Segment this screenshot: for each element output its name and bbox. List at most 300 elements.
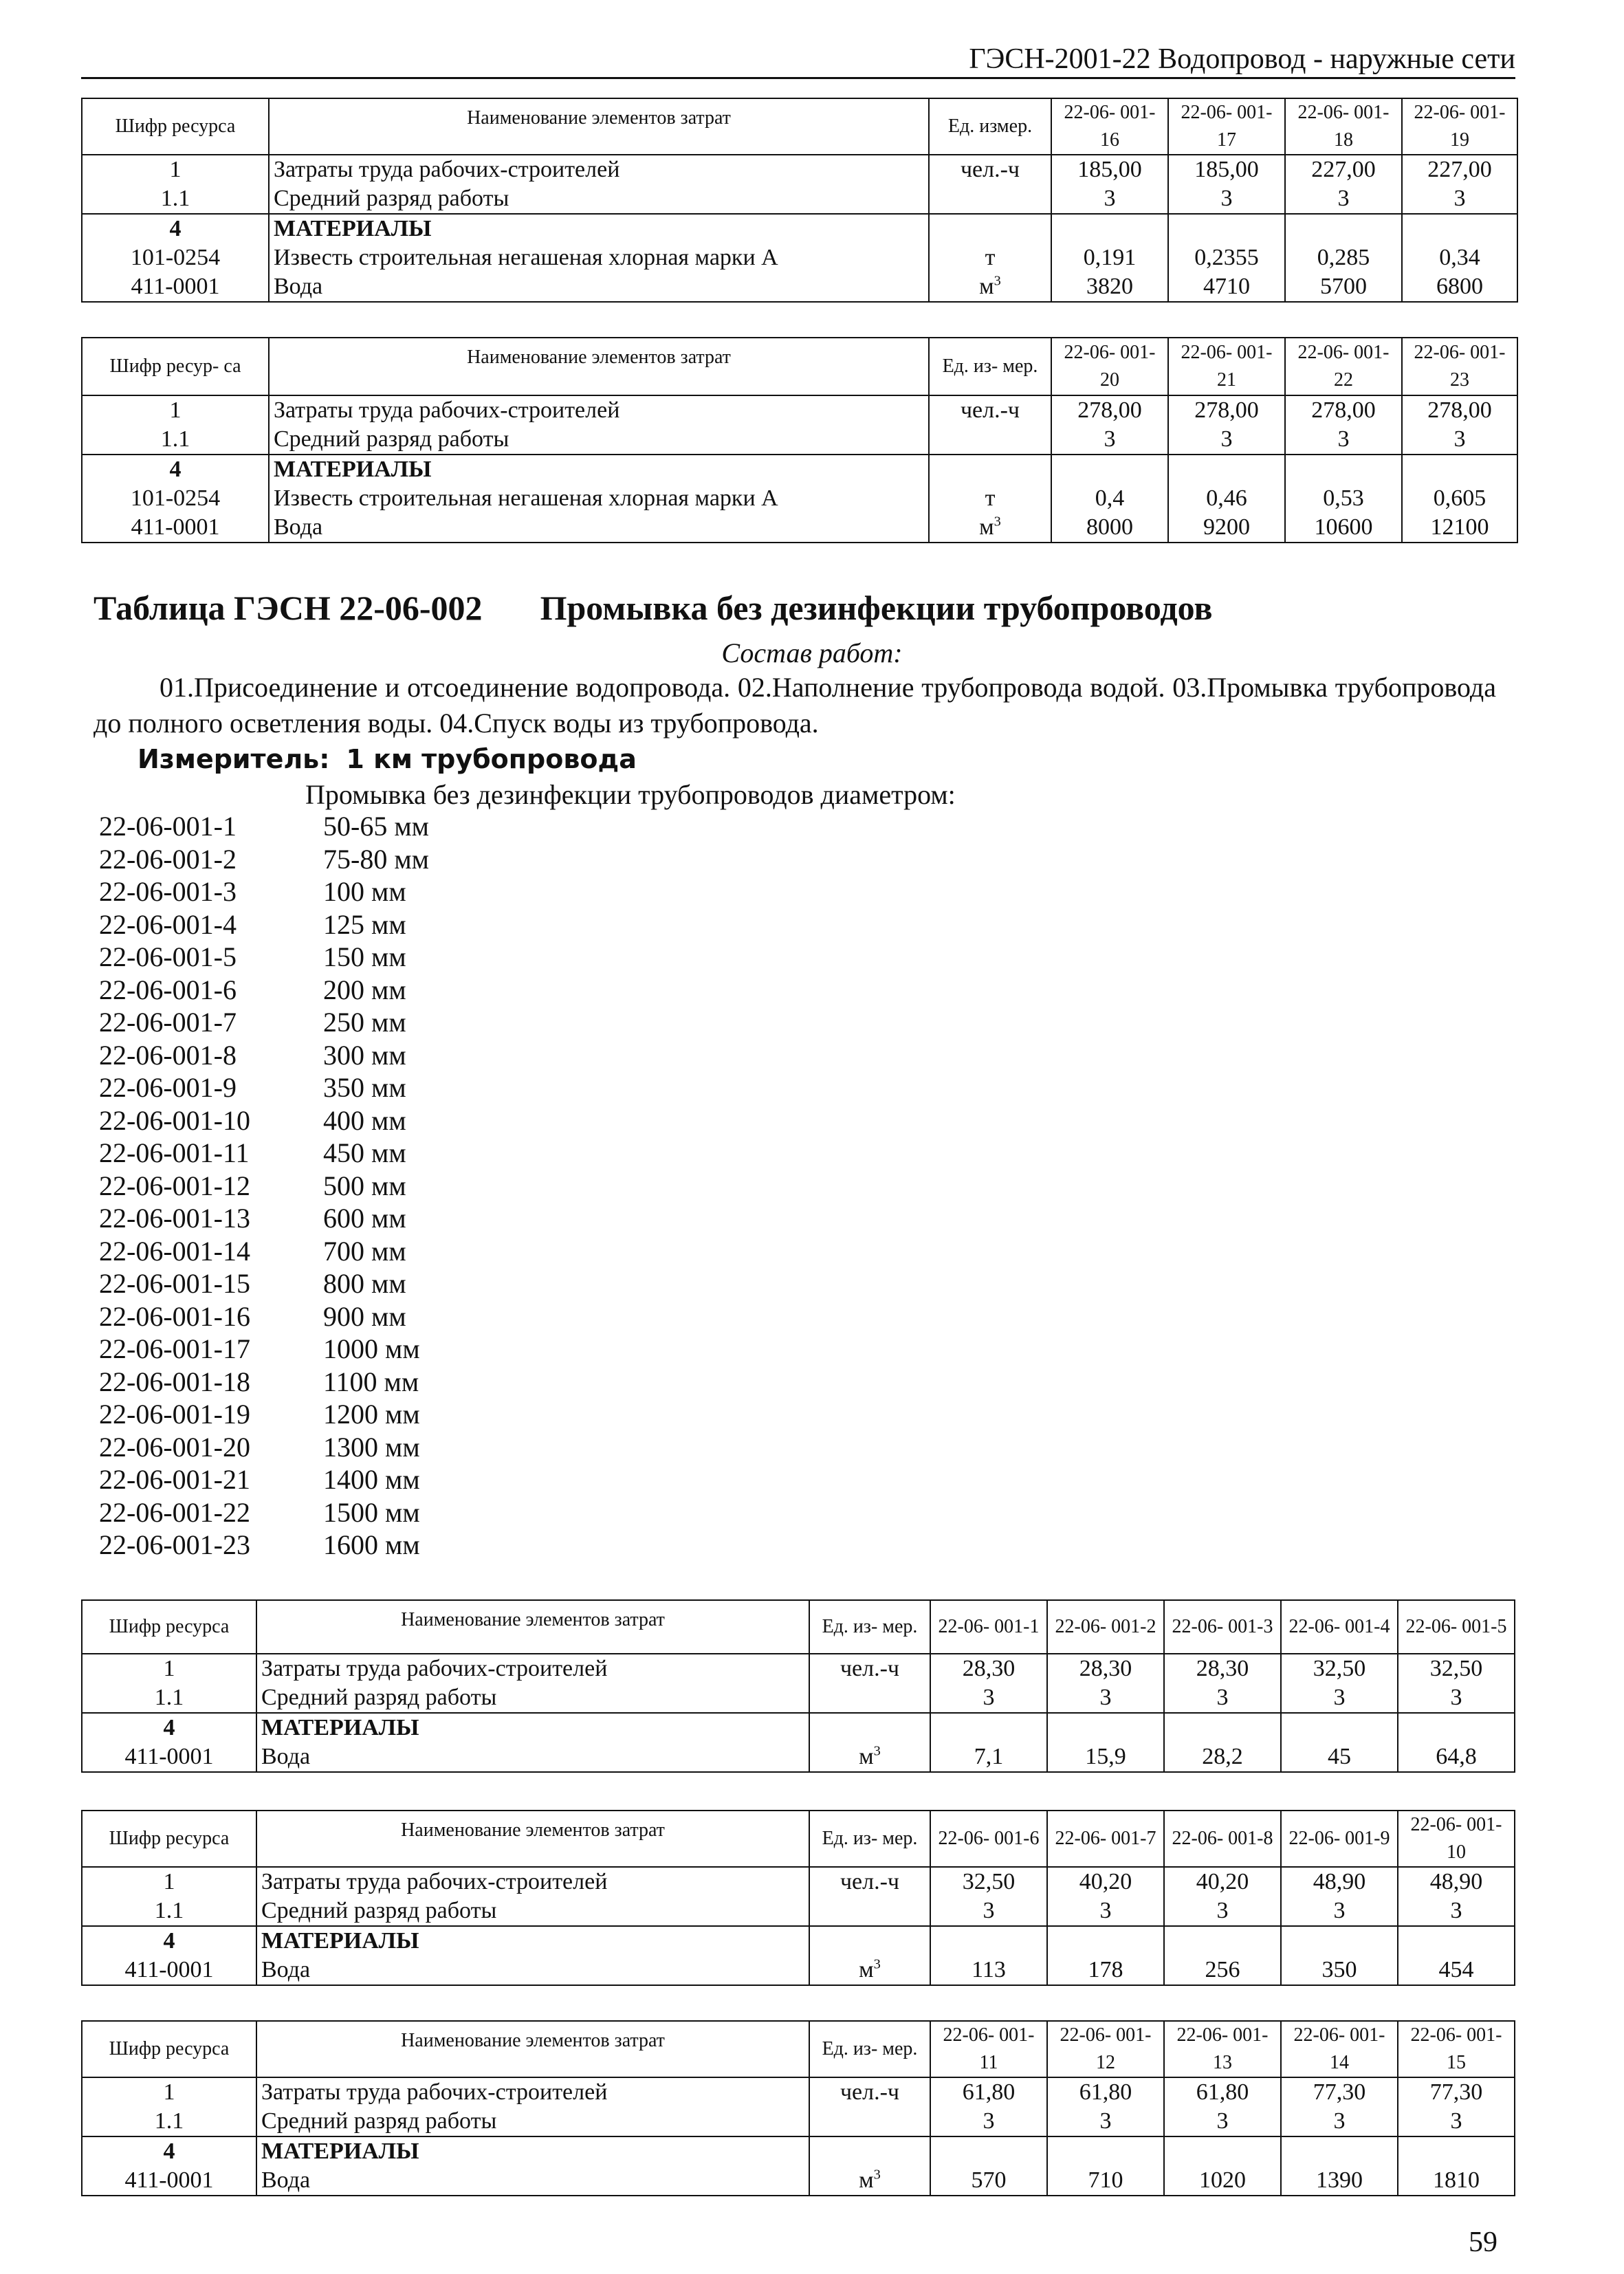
unit-exponent: 3 [994, 514, 1001, 529]
table-header-row [82, 338, 1517, 395]
header-rate-code: 22-06- 001-22 [1285, 338, 1402, 395]
row-value: 61,80 [1047, 2077, 1164, 2107]
row-value: 8000 [1051, 513, 1168, 543]
row-code: 1 [82, 395, 269, 425]
header-unit: Ед. из- мер. [809, 2021, 930, 2077]
row-value: 0,34 [1402, 243, 1517, 272]
unit-exponent: 3 [873, 1743, 881, 1759]
row-code: 4 [82, 2136, 256, 2166]
table-row [82, 2136, 1515, 2166]
row-value [1285, 455, 1402, 484]
unit-exponent: 3 [994, 273, 1001, 289]
list-item-code: 22-06-001-6 [99, 974, 237, 1005]
resource-table [81, 1599, 1515, 1773]
row-value: 178 [1047, 1956, 1164, 1985]
works-heading: Состав работ: [721, 637, 903, 668]
list-item-value: 1200 мм [323, 1399, 420, 1430]
table-row [82, 2166, 1515, 2196]
list-item-code: 22-06-001-13 [99, 1203, 250, 1234]
list-item [99, 1039, 429, 1072]
diameter-list [99, 810, 429, 1562]
row-name: Вода [256, 2166, 809, 2196]
header-rate-code: 22-06- 001-8 [1164, 1811, 1281, 1867]
row-unit [809, 1713, 930, 1742]
row-value: 77,30 [1398, 2077, 1515, 2107]
row-name: Затраты труда рабочих-строителей [256, 1654, 809, 1683]
list-item [99, 1300, 429, 1333]
header-rate-code: 22-06- 001-11 [930, 2021, 1047, 2077]
row-code: 1 [82, 1654, 256, 1683]
table-row [82, 1713, 1515, 1742]
row-value [1281, 2136, 1398, 2166]
unit-text: м [979, 514, 994, 540]
list-item-value: 300 мм [323, 1039, 406, 1071]
table-header-row [82, 2021, 1515, 2077]
row-value: 3 [1398, 2107, 1515, 2136]
header-name: Наименование элементов затрат [256, 1600, 809, 1654]
row-value [1402, 214, 1517, 243]
list-item-code: 22-06-001-5 [99, 941, 237, 972]
row-code: 411-0001 [82, 1956, 256, 1985]
header-code: Шифр ресурса [82, 98, 269, 155]
list-item [99, 1529, 429, 1562]
row-value: 61,80 [930, 2077, 1047, 2107]
table-row [82, 214, 1517, 243]
row-value [1047, 2136, 1164, 2166]
row-unit [929, 484, 1051, 513]
row-value: 28,30 [930, 1654, 1047, 1683]
row-value: 278,00 [1402, 395, 1517, 425]
list-item-value: 1000 мм [323, 1333, 420, 1364]
row-value [1047, 1926, 1164, 1956]
row-value: 227,00 [1285, 155, 1402, 184]
list-item-code: 22-06-001-1 [99, 811, 237, 842]
row-code: 1 [82, 1867, 256, 1896]
row-unit: чел.-ч [809, 1654, 930, 1683]
row-value: 185,00 [1168, 155, 1285, 184]
header-rate-code: 22-06- 001-23 [1402, 338, 1517, 395]
list-item [99, 1398, 429, 1431]
list-item [99, 875, 429, 908]
row-value: 185,00 [1051, 155, 1168, 184]
row-name: МАТЕРИАЛЫ [269, 455, 929, 484]
list-item-code: 22-06-001-10 [99, 1104, 250, 1136]
header-rate-code: 22-06- 001-18 [1285, 98, 1402, 155]
list-item-value: 450 мм [323, 1137, 406, 1168]
row-unit [929, 184, 1051, 214]
list-item-code: 22-06-001-11 [99, 1137, 250, 1168]
row-name: Средний разряд работы [256, 1896, 809, 1926]
row-value: 40,20 [1164, 1867, 1281, 1896]
row-name: Вода [269, 272, 929, 302]
table-row [82, 513, 1517, 543]
row-unit [929, 214, 1051, 243]
header-rate-code: 22-06- 001-20 [1051, 338, 1168, 395]
list-item [99, 1006, 429, 1039]
meter [138, 741, 637, 777]
row-value: 3 [1051, 184, 1168, 214]
header-rate-code: 22-06- 001-6 [930, 1811, 1047, 1867]
row-value: 5700 [1285, 272, 1402, 302]
row-value: 3 [1168, 425, 1285, 455]
row-unit [929, 272, 1051, 302]
unit-exponent: 3 [873, 2167, 881, 2183]
row-name: Вода [256, 1956, 809, 1985]
row-value: 40,20 [1047, 1867, 1164, 1896]
row-value: 61,80 [1164, 2077, 1281, 2107]
row-unit: чел.-ч [929, 395, 1051, 425]
resource-table [81, 98, 1518, 303]
list-intro: Промывка без дезинфекции трубопроводов диаметром: [305, 779, 956, 810]
row-code: 1.1 [82, 1896, 256, 1926]
table-row [82, 243, 1517, 272]
table-row [82, 272, 1517, 302]
header-unit: Ед. из- мер. [809, 1811, 930, 1867]
row-value: 15,9 [1047, 1742, 1164, 1772]
row-code: 411-0001 [82, 513, 269, 543]
section-title [94, 586, 1212, 630]
list-item-code: 22-06-001-12 [99, 1170, 250, 1201]
unit-text: м [859, 1744, 874, 1769]
row-value: 0,46 [1168, 484, 1285, 513]
row-value: 3 [930, 2107, 1047, 2136]
header-rate-code: 22-06- 001-10 [1398, 1811, 1515, 1867]
row-value: 0,191 [1051, 243, 1168, 272]
header-unit: Ед. из- мер. [809, 1600, 930, 1654]
row-unit [809, 2136, 930, 2166]
row-code: 1.1 [82, 425, 269, 455]
header-rate-code: 22-06- 001-21 [1168, 338, 1285, 395]
row-value: 28,30 [1164, 1654, 1281, 1683]
row-unit [809, 1742, 930, 1772]
table-row [82, 155, 1517, 184]
table-row [82, 1654, 1515, 1683]
row-value: 6800 [1402, 272, 1517, 302]
row-unit [929, 243, 1051, 272]
row-code: 1 [82, 155, 269, 184]
table-row [82, 484, 1517, 513]
header-rate-code: 22-06- 001-1 [930, 1600, 1047, 1654]
row-value: 3 [1402, 425, 1517, 455]
header-rate-code: 22-06- 001-13 [1164, 2021, 1281, 2077]
list-item-code: 22-06-001-19 [99, 1399, 250, 1430]
table-row [82, 395, 1517, 425]
header-name: Наименование элементов затрат [269, 338, 929, 395]
header-rate-code: 22-06- 001-17 [1168, 98, 1285, 155]
row-name: Средний разряд работы [269, 184, 929, 214]
row-value: 3 [1285, 184, 1402, 214]
row-value: 710 [1047, 2166, 1164, 2196]
row-value: 3820 [1051, 272, 1168, 302]
row-name: МАТЕРИАЛЫ [256, 2136, 809, 2166]
unit-text: м [979, 274, 994, 299]
row-name: Вода [269, 513, 929, 543]
row-value [1168, 455, 1285, 484]
row-value: 32,50 [1281, 1654, 1398, 1683]
list-item-value: 700 мм [323, 1235, 406, 1267]
row-value: 3 [1047, 1896, 1164, 1926]
list-item [99, 1431, 429, 1464]
table-row [82, 1742, 1515, 1772]
list-item-value: 200 мм [323, 974, 406, 1005]
list-item-value: 1600 мм [323, 1529, 420, 1560]
list-item-code: 22-06-001-9 [99, 1072, 237, 1103]
list-item-code: 22-06-001-21 [99, 1464, 250, 1495]
table-row [82, 425, 1517, 455]
running-header: ГЭСН-2001-22 Водопровод - наружные сети [969, 43, 1515, 75]
table-header-row [82, 98, 1517, 155]
list-item [99, 974, 429, 1007]
row-value: 28,30 [1047, 1654, 1164, 1683]
unit-text: м [859, 1957, 874, 1982]
row-unit [929, 425, 1051, 455]
row-value [1398, 1713, 1515, 1742]
section-name: Промывка без дезинфекции трубопроводов [540, 589, 1213, 627]
row-value: 3 [1168, 184, 1285, 214]
row-name: Известь строительная негашеная хлорная марки А [269, 243, 929, 272]
list-item-value: 250 мм [323, 1007, 406, 1038]
row-value [1398, 1926, 1515, 1956]
header-unit: Ед. измер. [929, 98, 1051, 155]
row-unit: чел.-ч [929, 155, 1051, 184]
list-item-code: 22-06-001-20 [99, 1431, 250, 1463]
row-value: 278,00 [1168, 395, 1285, 425]
row-value [1398, 2136, 1515, 2166]
row-value: 9200 [1168, 513, 1285, 543]
table-row [82, 455, 1517, 484]
table-row [82, 1867, 1515, 1896]
header-rate-code: 22-06- 001-19 [1402, 98, 1517, 155]
list-item-value: 1300 мм [323, 1431, 420, 1463]
list-item [99, 1235, 429, 1268]
row-name: Затраты труда рабочих-строителей [256, 2077, 809, 2107]
table-row [82, 1896, 1515, 1926]
row-value: 3 [1398, 1896, 1515, 1926]
list-item-code: 22-06-001-16 [99, 1300, 250, 1332]
row-code: 4 [82, 455, 269, 484]
list-item-value: 100 мм [323, 876, 406, 907]
header-rate-code: 22-06- 001-3 [1164, 1600, 1281, 1654]
row-value [930, 1926, 1047, 1956]
table-row [82, 2077, 1515, 2107]
row-code: 4 [82, 1926, 256, 1956]
row-name: Затраты труда рабочих-строителей [256, 1867, 809, 1896]
header-rate-code: 22-06- 001-14 [1281, 2021, 1398, 2077]
unit-text: т [985, 485, 996, 511]
list-item-value: 800 мм [323, 1268, 406, 1299]
list-item [99, 1071, 429, 1104]
row-value: 32,50 [930, 1867, 1047, 1896]
row-value: 1020 [1164, 2166, 1281, 2196]
row-unit: чел.-ч [809, 1867, 930, 1896]
row-name: Затраты труда рабочих-строителей [269, 395, 929, 425]
row-code: 1.1 [82, 1683, 256, 1713]
section-label: Таблица ГЭСН 22-06-002 [94, 589, 483, 627]
row-value [1402, 455, 1517, 484]
list-item [99, 1267, 429, 1300]
row-value: 1390 [1281, 2166, 1398, 2196]
row-name: МАТЕРИАЛЫ [256, 1926, 809, 1956]
row-value: 3 [1051, 425, 1168, 455]
works-text: 01.Присоединение и отсоединение водопровода. 02.Наполнение трубопровода водой. 03.Промывка трубопровода до полного осветления воды. 04.Спуск воды из трубопровода. [94, 672, 1496, 739]
list-item-code: 22-06-001-2 [99, 843, 237, 875]
row-value: 48,90 [1281, 1867, 1398, 1896]
row-value: 3 [1164, 1683, 1281, 1713]
row-value: 7,1 [930, 1742, 1047, 1772]
row-name: Вода [256, 1742, 809, 1772]
row-name: Средний разряд работы [269, 425, 929, 455]
header-rate-code: 22-06- 001-15 [1398, 2021, 1515, 2077]
row-value: 32,50 [1398, 1654, 1515, 1683]
list-item-value: 350 мм [323, 1072, 406, 1103]
list-item [99, 1137, 429, 1170]
unit-text: т [985, 245, 996, 270]
row-value [930, 1713, 1047, 1742]
list-item [99, 1170, 429, 1203]
row-value: 278,00 [1051, 395, 1168, 425]
header-rate-code: 22-06- 001-2 [1047, 1600, 1164, 1654]
row-value: 0,4 [1051, 484, 1168, 513]
list-item-value: 50-65 мм [323, 811, 429, 842]
resource-table [81, 1810, 1515, 1986]
meter-label: Измеритель: [138, 744, 330, 774]
row-name: Средний разряд работы [256, 2107, 809, 2136]
row-code: 4 [82, 1713, 256, 1742]
row-value: 0,285 [1285, 243, 1402, 272]
row-code: 4 [82, 214, 269, 243]
header-code: Шифр ресур- са [82, 338, 269, 395]
page-number: 59 [1469, 2227, 1497, 2258]
table-row [82, 184, 1517, 214]
row-value: 3 [1047, 1683, 1164, 1713]
row-value: 256 [1164, 1956, 1281, 1985]
row-value: 3 [1281, 1896, 1398, 1926]
row-value: 0,53 [1285, 484, 1402, 513]
row-value: 3 [930, 1683, 1047, 1713]
list-item-value: 125 мм [323, 908, 406, 940]
list-item-value: 900 мм [323, 1300, 406, 1332]
row-code: 411-0001 [82, 272, 269, 302]
row-value: 48,90 [1398, 1867, 1515, 1896]
list-item-code: 22-06-001-22 [99, 1496, 250, 1528]
row-code: 1.1 [82, 184, 269, 214]
row-unit: чел.-ч [809, 2077, 930, 2107]
header-rate-code: 22-06- 001-5 [1398, 1600, 1515, 1654]
row-name: МАТЕРИАЛЫ [269, 214, 929, 243]
row-value [1051, 214, 1168, 243]
row-code: 101-0254 [82, 484, 269, 513]
list-item [99, 1496, 429, 1529]
list-item-value: 600 мм [323, 1203, 406, 1234]
row-value [1164, 1926, 1281, 1956]
row-value: 1810 [1398, 2166, 1515, 2196]
row-name: Известь строительная негашеная хлорная марки А [269, 484, 929, 513]
list-item [99, 908, 429, 941]
row-value: 454 [1398, 1956, 1515, 1985]
row-value [1047, 1713, 1164, 1742]
row-name: Средний разряд работы [256, 1683, 809, 1713]
list-item-value: 150 мм [323, 941, 406, 972]
row-value [1281, 1713, 1398, 1742]
row-value: 0,605 [1402, 484, 1517, 513]
resource-table [81, 337, 1518, 543]
header-unit: Ед. из- мер. [929, 338, 1051, 395]
header-name: Наименование элементов затрат [269, 98, 929, 155]
header-rate-code: 22-06- 001-9 [1281, 1811, 1398, 1867]
row-value: 12100 [1402, 513, 1517, 543]
row-value: 45 [1281, 1742, 1398, 1772]
header-rate-code: 22-06- 001-7 [1047, 1811, 1164, 1867]
row-unit [809, 2166, 930, 2196]
list-item [99, 1202, 429, 1235]
table-row [82, 2107, 1515, 2136]
list-item-value: 500 мм [323, 1170, 406, 1201]
row-value: 3 [1402, 184, 1517, 214]
row-code: 101-0254 [82, 243, 269, 272]
row-unit [809, 2107, 930, 2136]
row-value: 350 [1281, 1956, 1398, 1985]
row-value: 4710 [1168, 272, 1285, 302]
list-item [99, 1104, 429, 1137]
list-item [99, 1333, 429, 1366]
header-rate-code: 22-06- 001-12 [1047, 2021, 1164, 2077]
list-item-value: 1400 мм [323, 1464, 420, 1495]
list-item-code: 22-06-001-15 [99, 1268, 250, 1299]
row-unit [809, 1956, 930, 1985]
header-code: Шифр ресурса [82, 1811, 256, 1867]
table-header-row [82, 1600, 1515, 1654]
row-value [1164, 1713, 1281, 1742]
row-value: 3 [1281, 2107, 1398, 2136]
row-value: 77,30 [1281, 2077, 1398, 2107]
row-value [1168, 214, 1285, 243]
row-value [930, 2136, 1047, 2166]
table-row [82, 1926, 1515, 1956]
list-item-value: 75-80 мм [323, 843, 429, 875]
row-value: 3 [1164, 2107, 1281, 2136]
unit-text: м [859, 2167, 874, 2193]
row-value: 278,00 [1285, 395, 1402, 425]
meter-value: 1 км трубопровода [346, 744, 637, 774]
header-code: Шифр ресурса [82, 1600, 256, 1654]
header-name: Наименование элементов затрат [256, 2021, 809, 2077]
list-item-value: 400 мм [323, 1104, 406, 1136]
row-value [1281, 1926, 1398, 1956]
row-value: 64,8 [1398, 1742, 1515, 1772]
row-value: 3 [1281, 1683, 1398, 1713]
row-unit [809, 1683, 930, 1713]
list-item-code: 22-06-001-23 [99, 1529, 250, 1560]
row-value: 113 [930, 1956, 1047, 1985]
row-value: 3 [1285, 425, 1402, 455]
row-value: 0,2355 [1168, 243, 1285, 272]
list-item-code: 22-06-001-3 [99, 876, 237, 907]
row-value: 3 [1398, 1683, 1515, 1713]
row-value [1164, 2136, 1281, 2166]
list-item [99, 1366, 429, 1399]
row-code: 411-0001 [82, 2166, 256, 2196]
list-item [99, 810, 429, 843]
list-item-value: 1100 мм [323, 1366, 419, 1397]
row-value: 3 [1047, 2107, 1164, 2136]
resource-table [81, 2020, 1515, 2196]
row-unit [929, 513, 1051, 543]
list-item [99, 1463, 429, 1496]
row-name: Затраты труда рабочих-строителей [269, 155, 929, 184]
row-value: 28,2 [1164, 1742, 1281, 1772]
list-item-code: 22-06-001-8 [99, 1039, 237, 1071]
list-item-code: 22-06-001-7 [99, 1007, 237, 1038]
